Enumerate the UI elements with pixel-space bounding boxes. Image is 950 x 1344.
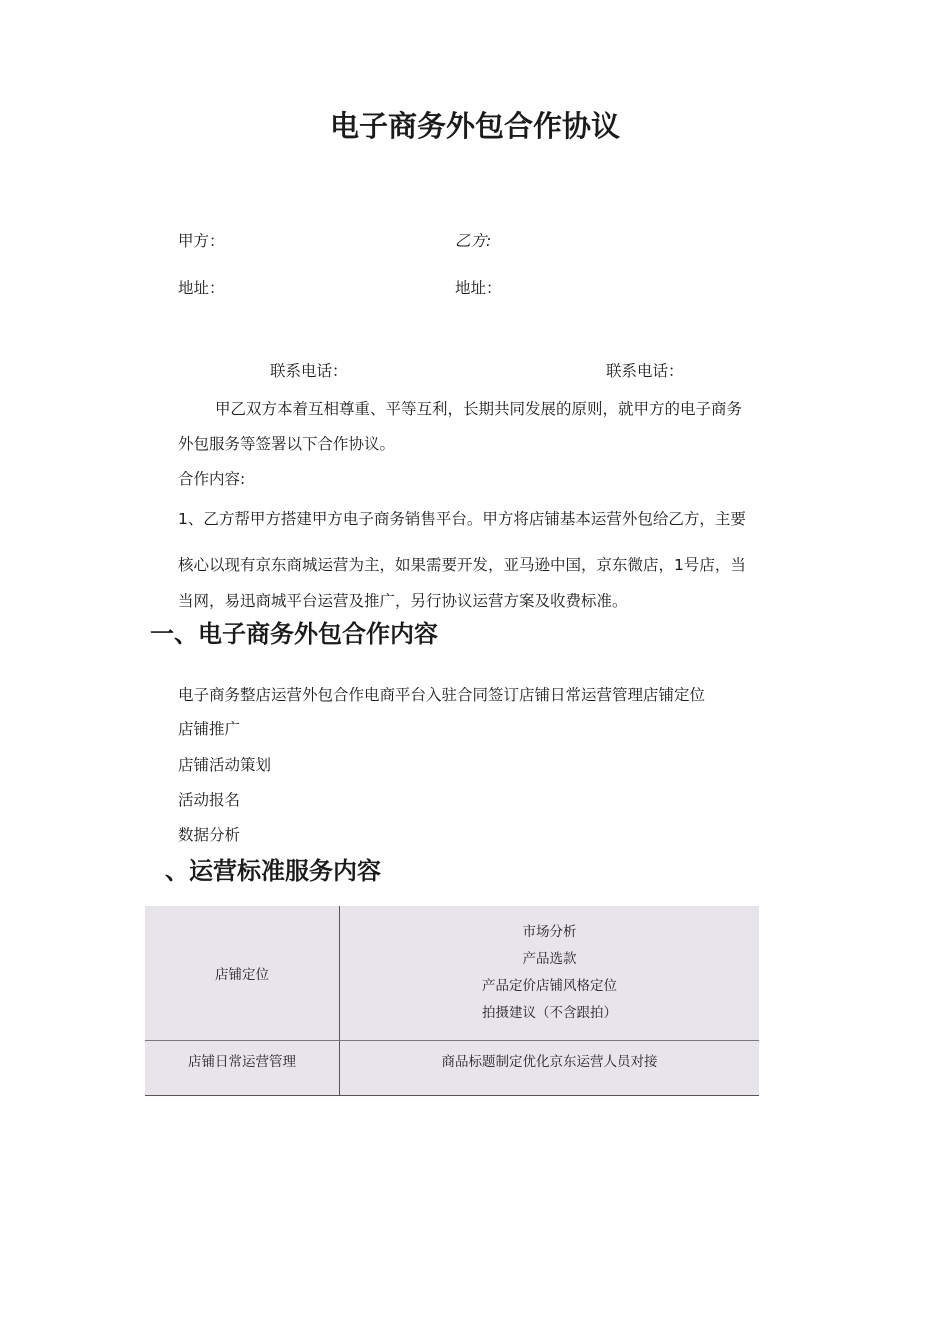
- section1-item: 电子商务整店运营外包合作电商平台入驻合同签订店铺日常运营管理店铺定位: [178, 686, 706, 704]
- section1-item: 活动报名: [178, 791, 241, 809]
- item1-line-3: 当网，易迅商城平台运营及推广，另行协议运营方案及收费标准。: [178, 592, 628, 610]
- service-table: [145, 906, 759, 1096]
- party-a-label: 甲方：: [178, 232, 225, 250]
- section2-heading: 、运营标准服务内容: [165, 857, 381, 885]
- row1-line: 产品定价店铺风格定位: [482, 978, 617, 994]
- row2-label: 店铺日常运营管理: [188, 1054, 296, 1070]
- item1-line-2: 核心以现有京东商城运营为主，如果需要开发，亚马逊中国，京东微店，1号店，当: [178, 556, 746, 574]
- address-a-label: 地址：: [178, 279, 225, 297]
- row1-content: [340, 906, 760, 1041]
- row1-line: 拍摄建议（不含跟拍）: [482, 1005, 617, 1021]
- document-title: 电子商务外包合作协议: [329, 109, 620, 143]
- section1-heading: 一、电子商务外包合作内容: [150, 620, 438, 648]
- phone-b-label: 联系电话：: [606, 362, 684, 380]
- address-b-label: 地址：: [455, 279, 502, 297]
- section1-item: 数据分析: [178, 826, 241, 844]
- row2-content-cell: [340, 1041, 760, 1096]
- item1-line-1: 1、乙方帮甲方搭建甲方电子商务销售平台。甲方将店铺基本运营外包给乙方，主要: [178, 510, 746, 528]
- party-b-label: 乙方:: [455, 232, 492, 250]
- cooperation-label: 合作内容:: [178, 470, 246, 488]
- intro-line-1: 甲乙双方本着互相尊重、平等互利，长期共同发展的原则，就甲方的电子商务: [215, 400, 743, 418]
- table-row: [145, 1041, 759, 1096]
- row2-label-cell: [145, 1041, 340, 1096]
- intro-line-2: 外包服务等签署以下合作协议。: [178, 435, 396, 453]
- row1-line: 市场分析: [522, 924, 577, 940]
- section1-item: 店铺推广: [178, 720, 241, 738]
- table-row: [145, 906, 759, 1041]
- row2-content: 商品标题制定优化京东运营人员对接: [441, 1054, 658, 1070]
- section1-item: 店铺活动策划: [178, 756, 272, 774]
- row1-line: 产品选款: [522, 951, 577, 967]
- phone-a-label: 联系电话：: [270, 362, 348, 380]
- row1-label: 店铺定位: [145, 906, 340, 1041]
